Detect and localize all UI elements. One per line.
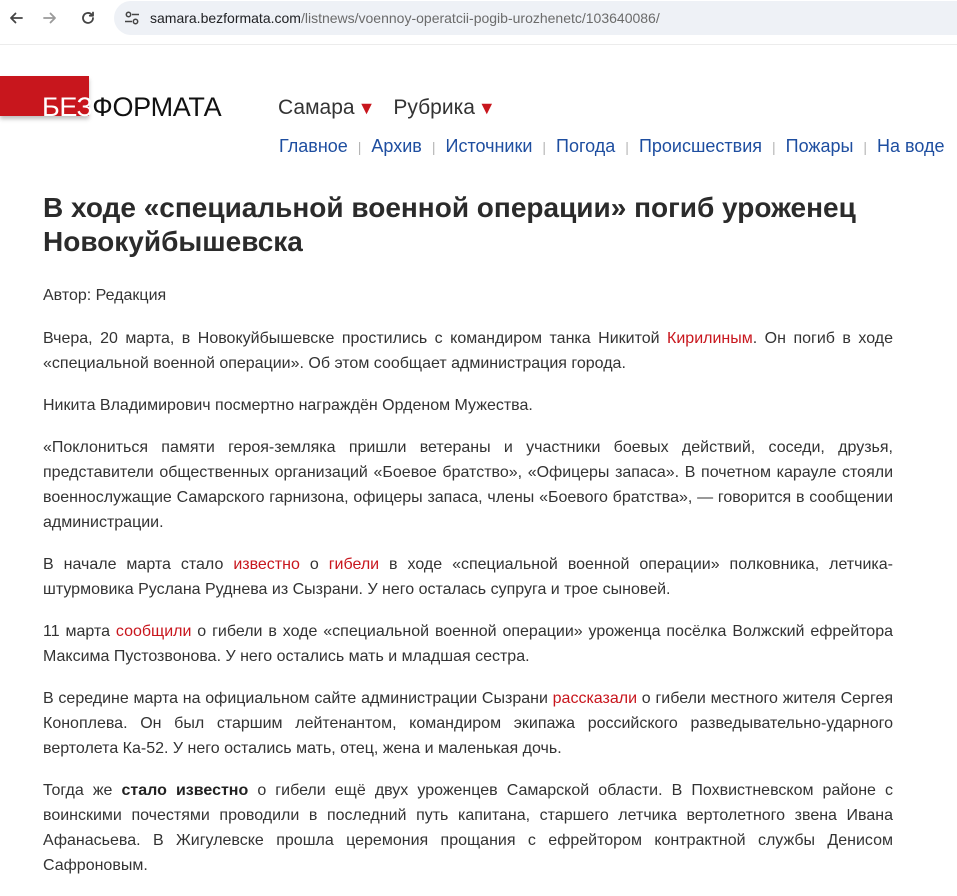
article-paragraph-6	[43, 686, 893, 761]
logo-formata: ФОРМАТА	[92, 92, 222, 122]
article-paragraph-7	[43, 778, 893, 878]
nav-separator: |	[625, 138, 629, 155]
rubric-dropdown-label: Рубрика	[393, 96, 475, 119]
nav-separator: |	[357, 138, 362, 155]
url-domain: samara.bezformata.com	[150, 10, 301, 26]
arrow-right-icon	[42, 10, 58, 26]
link-told[interactable]: рассказали	[552, 690, 638, 707]
triangle-down-icon: ▼	[477, 97, 496, 118]
city-dropdown-label: Самара	[278, 96, 355, 119]
article-author: Автор: Редакция	[43, 287, 167, 304]
text-run: Тогда же	[43, 782, 122, 799]
forward-button[interactable]	[38, 6, 62, 30]
text-run: о	[299, 556, 329, 573]
reload-button[interactable]	[76, 6, 100, 30]
article-paragraph-1	[43, 326, 893, 376]
text-run: о гибели в ходе «специальной военной операции» уроженца посёлка Волжский ефрейтора Максима Пустозвонова. У него остались мать и младшая сестра.	[43, 623, 893, 665]
article-paragraph-4	[43, 552, 893, 602]
article-paragraph-5	[43, 619, 893, 669]
nav-link-sources[interactable]: Источники	[445, 136, 533, 156]
bold-phrase: стало известно	[121, 782, 249, 799]
link-death[interactable]: гибели	[328, 556, 380, 573]
nav-separator: |	[863, 138, 868, 155]
rubric-dropdown[interactable]	[393, 96, 495, 120]
nav-separator: |	[772, 138, 776, 155]
tune-icon[interactable]	[124, 10, 140, 26]
chrome-divider	[0, 44, 957, 45]
nav-link-weather[interactable]: Погода	[556, 136, 616, 156]
article-paragraph-2: Никита Владимирович посмертно награждён Орденом Мужества.	[43, 397, 533, 414]
nav-link-archive[interactable]: Архив	[371, 136, 422, 156]
article-title: В ходе «специальной военной операции» погиб уроженец Новокуйбышевска	[43, 192, 856, 257]
text-run: в ходе «специальной военной операции» полковника, летчика-штурмовика Руслана Руднева из Сызрани. У него осталась супруга и трое сыновей.	[43, 556, 893, 598]
url-text	[150, 10, 660, 26]
text-run: В начале марта стало	[43, 556, 234, 573]
text-run: о гибели ещё двух уроженцев Самарской области. В Похвистневском районе с воинскими почестями проводили в последний путь капитана, старшего летчика вертолетного звена Ивана Афанасьева. В Жигулевске прошла церемония прощания с ефрейтором контрактной службы Денисом Сафроновым.	[43, 782, 893, 874]
url-path: /listnews/voennoy-operatcii-pogib-urozhenetc/103640086/	[300, 10, 660, 26]
text-run: о гибели местного жителя Сергея Коноплева. Он был старшим лейтенантом, командиром экипажа российского разведывательно-ударного вертолета Ка-52. У него остались мать, отец, жена и маленькая дочь.	[43, 690, 894, 757]
link-known[interactable]: известно	[233, 556, 300, 573]
text-run: В середине марта на официальном сайте администрации Сызрани	[43, 690, 553, 707]
top-menu	[278, 96, 496, 120]
city-dropdown[interactable]	[278, 96, 375, 120]
nav-separator: |	[542, 138, 547, 155]
nav-separator: |	[431, 138, 436, 155]
reload-icon	[80, 10, 96, 26]
article-paragraph-3: «Поклониться памяти героя-земляка пришли ветераны и участники боевых действий, соседи, друзья, представители общественных организаций «Боевое братство», «Офицеры запаса». В почетном карауле стояли военнослужащие Самарского гарнизона, офицеры запаса, члены «Боевого братства», — говорится в сообщении администрации.	[43, 439, 893, 531]
nav-link-on-water[interactable]: На воде	[877, 136, 945, 156]
site-logo[interactable]	[42, 92, 221, 122]
nav-link-main[interactable]: Главное	[279, 136, 348, 156]
address-bar[interactable]	[114, 1, 957, 35]
text-run: 11 марта	[43, 623, 116, 640]
arrow-left-icon	[8, 10, 24, 26]
nav-link-fires[interactable]: Пожары	[785, 136, 854, 156]
section-nav	[279, 136, 945, 157]
logo-bez: БЕЗ	[42, 92, 93, 122]
back-button[interactable]	[4, 6, 28, 30]
text-run: Вчера, 20 марта, в Новокуйбышевске простились с командиром танка Никитой	[43, 330, 668, 347]
link-kirilin[interactable]: Кирилиным	[667, 330, 753, 347]
link-reported[interactable]: сообщили	[115, 623, 192, 640]
text-run: . Он погиб в ходе «специальной военной операции». Об этом сообщает администрация города.	[43, 330, 894, 372]
browser-toolbar	[0, 0, 957, 36]
triangle-down-icon: ▼	[357, 97, 376, 118]
nav-link-incidents[interactable]: Происшествия	[638, 136, 763, 156]
